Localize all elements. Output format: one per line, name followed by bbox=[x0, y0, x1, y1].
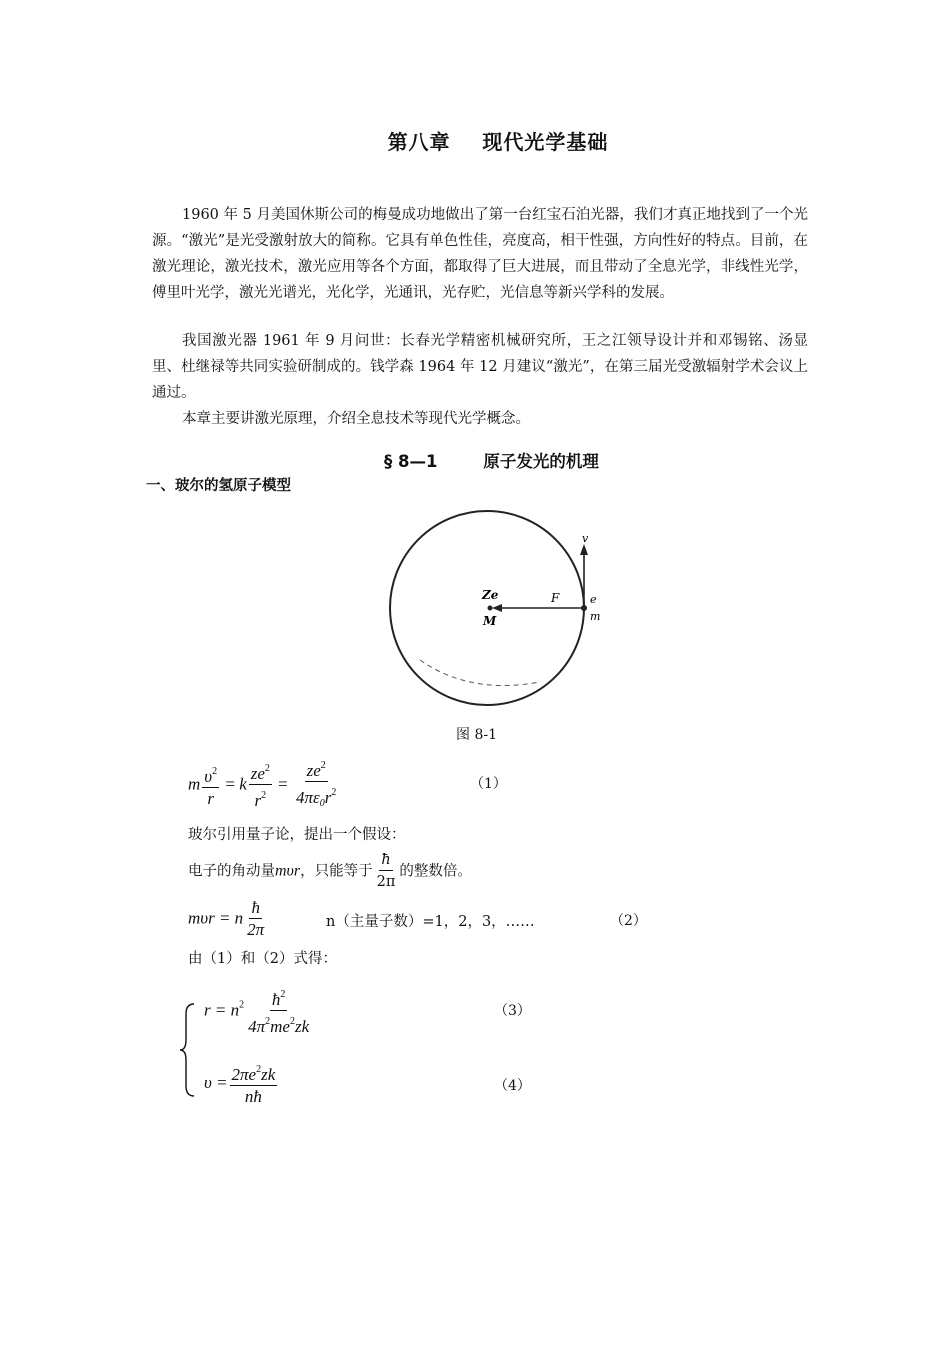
text-angular-momentum: 电子的角动量mυr，只能等于 $\frac{ħ}{2\pi}$ 的整数倍。 bbox=[188, 852, 472, 890]
equation-1: m $\frac{\upsilon^2}{r}$ = k $\frac{ze^2}{r^2}$ = $\frac{ze^2}{4\pi\varepsilon_0r^2}$ bbox=[188, 756, 340, 815]
section-title: § 8—1 原子发光的机理 bbox=[384, 452, 599, 471]
velocity-arrowhead bbox=[580, 544, 588, 555]
text-derive: 由（1）和（2）式得： bbox=[188, 951, 337, 967]
figure-caption: 图 8-1 bbox=[456, 727, 497, 743]
equation-1-number: （1） bbox=[470, 776, 507, 792]
equation-4-number: （4） bbox=[494, 1078, 531, 1094]
equation-2: mυr = n $\frac{ħ}{2\pi}$ bbox=[188, 898, 265, 939]
label-nucleus-mass: M bbox=[483, 614, 497, 628]
paragraph-china-laser: 我国激光器 1961 年 9 月问世：长春光学精密机械研究所，王之江领导设计并和邓锡铭、汤显里、杜继禄等共同实验研制成的。钱学森 1964 年 12 月建议“激光”，在第三届光受激辐射学术会议上通过。 bbox=[152, 332, 808, 401]
chapter-title: 第八章 现代光学基础 bbox=[387, 130, 609, 154]
orbit-shading bbox=[420, 660, 540, 686]
equation-4: υ = $\frac{2\pi e^2zk}{nħ}$ bbox=[204, 1060, 279, 1108]
paragraph-laser-history: 1960 年 5 月美国休斯公司的梅曼成功地做出了第一台红宝石泊光器，我们才真正地找到了一个光源。“激光”是光受激射放大的简称。它具有单色性佳，亮度高，相干性强，方向性好的特点。目前，在激光理论，激光技术，激光应用等各个方面，都取得了巨大进展，而且带动了全息光学，非线性光学，傅里叶光学，激光光谱光，光化学，光通讯，光存贮，光信息等新兴学科的发展。 bbox=[152, 206, 808, 301]
text-bohr-assumption: 玻尔引用量子论，提出一个假设： bbox=[188, 827, 406, 843]
nucleus-dot bbox=[488, 606, 493, 611]
equation-2-note: n（主量子数）=1，2，3，…… bbox=[326, 914, 535, 930]
label-electron-mass: m bbox=[590, 610, 601, 623]
equation-3: $r = n^2$ $\frac{ħ^2}{4\pi^2me^2zk}$ bbox=[204, 985, 313, 1038]
equation-2-number: （2） bbox=[610, 913, 647, 929]
equation-3-number: （3） bbox=[494, 1003, 531, 1019]
system-brace bbox=[178, 1000, 198, 1100]
force-arrowhead bbox=[492, 604, 502, 612]
label-nucleus-charge: Ze bbox=[482, 588, 499, 602]
label-electron-charge: e bbox=[590, 593, 597, 606]
bohr-atom-figure bbox=[380, 510, 620, 710]
paragraph-chapter-summary: 本章主要讲激光原理，介绍全息技术等现代光学概念。 bbox=[182, 410, 530, 427]
label-force: F bbox=[551, 591, 560, 605]
label-velocity: v bbox=[582, 532, 589, 545]
subheading-bohr-model: 一、玻尔的氢原子模型 bbox=[146, 478, 291, 494]
